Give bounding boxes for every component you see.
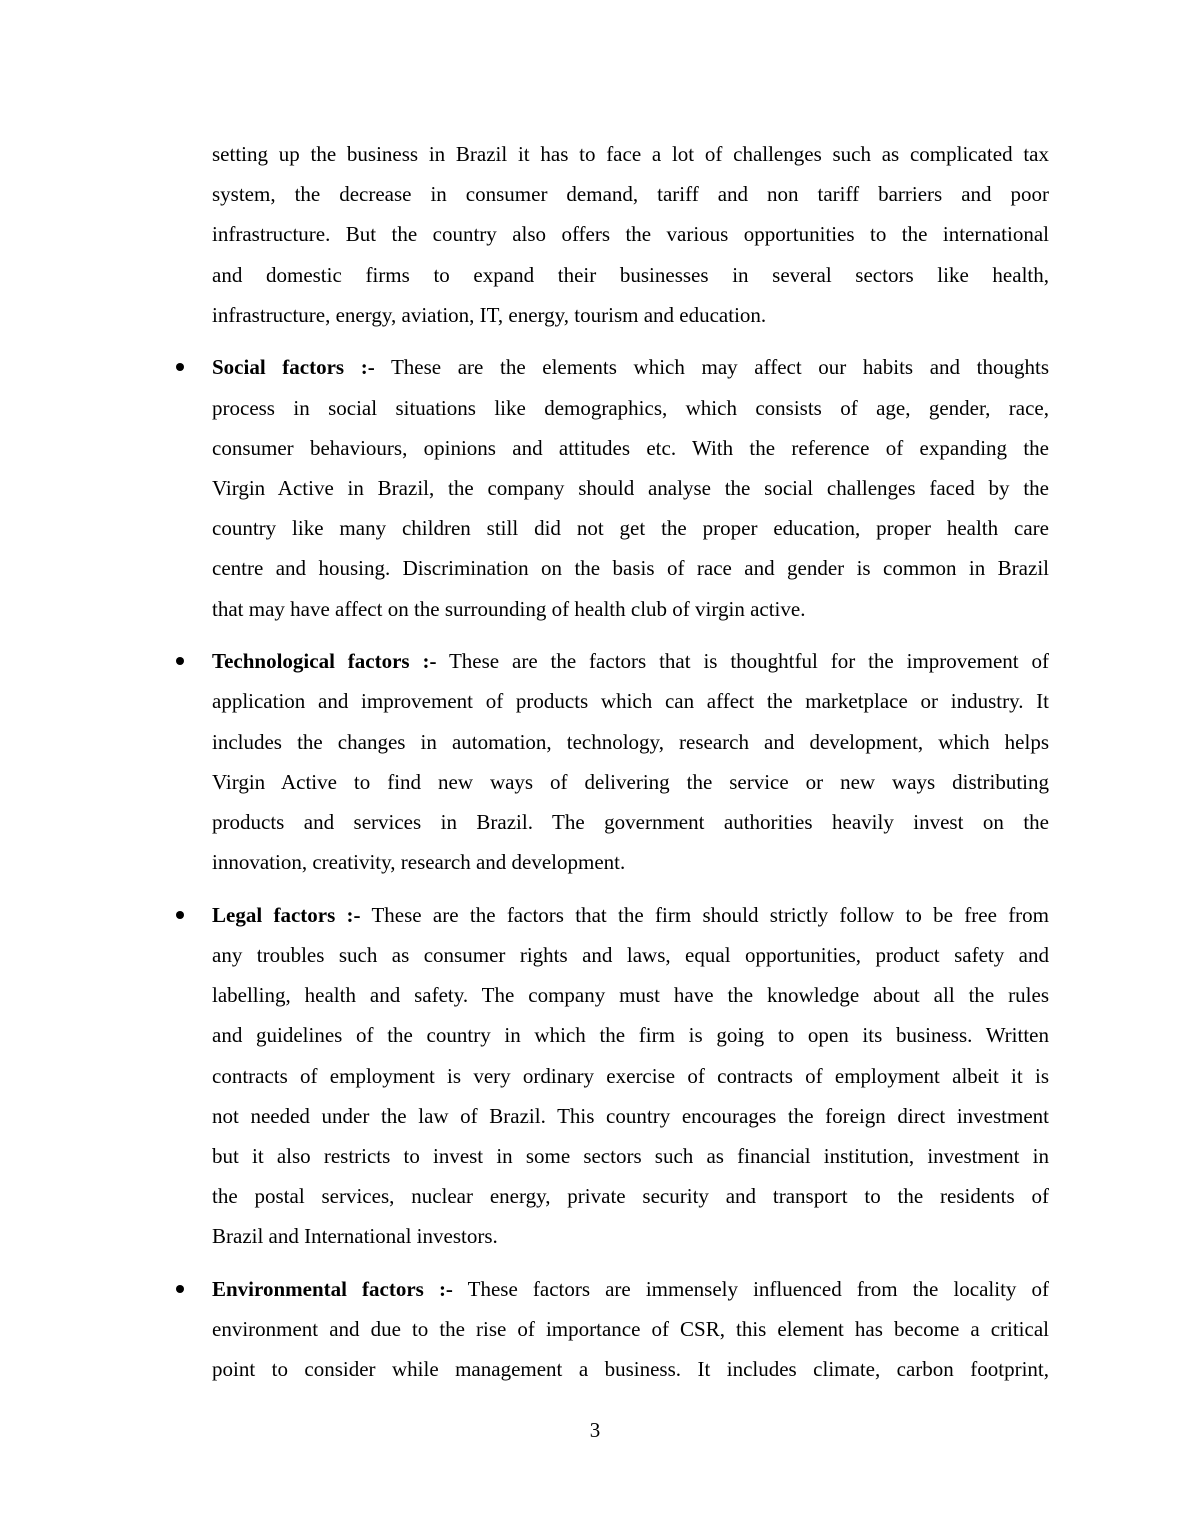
text-line <box>212 1136 1049 1176</box>
line-text: Virgin Active in Brazil, the company should analyse the social challenges faced by the <box>212 476 1049 500</box>
text-line <box>212 1015 1049 1055</box>
text-line <box>212 1216 1049 1256</box>
line-text: labelling, health and safety. The company must have the knowledge about all the rules <box>212 983 1049 1008</box>
text-line <box>212 508 1049 548</box>
line-text: consumer behaviours, opinions and attitudes etc. With the reference of expanding the <box>212 435 1049 460</box>
text-line <box>212 388 1049 428</box>
line-text: infrastructure. But the country also offers the various opportunities to the international <box>212 222 1049 247</box>
document-body <box>212 134 1049 1402</box>
intro-paragraph <box>212 134 1049 335</box>
line-text: point to consider while management a business. It includes climate, carbon footprint, <box>212 1357 1049 1382</box>
text-line <box>212 762 1049 802</box>
text-line <box>212 1096 1049 1136</box>
text-line <box>212 722 1049 762</box>
page-number: 3 <box>589 1418 601 1442</box>
text-line <box>212 295 1049 335</box>
line-text: but it also restricts to invest in some sectors such as financial institution, investment in <box>212 1144 1049 1168</box>
text-line <box>212 347 1049 387</box>
text-line <box>212 975 1049 1015</box>
line-text: infrastructure, energy, aviation, IT, energy, tourism and education. <box>212 302 767 327</box>
bullet-label: Environmental factors :- <box>212 1277 453 1302</box>
text-line <box>212 1056 1049 1096</box>
text-line <box>212 1269 1049 1309</box>
bullet-label: Social factors :- <box>212 355 375 380</box>
line-text: and guidelines of the country in which the firm is going to open its business. Written <box>212 1023 1049 1048</box>
text-line <box>212 548 1049 588</box>
line-text: and domestic firms to expand their businesses in several sectors like health, <box>212 262 1049 287</box>
bullet-icon <box>176 911 184 919</box>
line-text: Virgin Active to find new ways of delivering the service or new ways distributing <box>212 769 1049 794</box>
text-line <box>212 895 1049 935</box>
text-line <box>212 255 1049 295</box>
line-text: process in social situations like demographics, which consists of age, gender, race, <box>212 395 1049 420</box>
line-text: the postal services, nuclear energy, private security and transport to the residents of <box>212 1184 1049 1209</box>
bullet-item <box>212 641 1049 882</box>
line-text: system, the decrease in consumer demand, tariff and non tariff barriers and poor <box>212 182 1049 207</box>
line-text: Brazil and International investors. <box>212 1224 498 1249</box>
line-text: centre and housing. Discrimination on the basis of race and gender is common in Brazil <box>212 556 1049 581</box>
line-text: that may have affect on the surrounding of health club of virgin active. <box>212 596 806 621</box>
text-line <box>212 214 1049 254</box>
text-line <box>212 468 1049 508</box>
text-line <box>212 641 1049 681</box>
line-text: includes the changes in automation, technology, research and development, which helps <box>212 729 1049 754</box>
line-text: not needed under the law of Brazil. This country encourages the foreign direct investment <box>212 1103 1049 1128</box>
line-text: These are the factors that is thoughtful for the improvement of <box>436 649 1049 674</box>
line-text: any troubles such as consumer rights and laws, equal opportunities, product safety and <box>212 943 1049 968</box>
line-text: environment and due to the rise of importance of CSR, this element has become a critical <box>212 1317 1049 1342</box>
line-text: These are the elements which may affect our habits and thoughts <box>374 355 1049 380</box>
bullet-icon <box>176 363 184 371</box>
bullet-icon <box>176 657 184 665</box>
line-text: These factors are immensely influenced from the locality of <box>452 1277 1049 1302</box>
text-line <box>212 1176 1049 1216</box>
text-line <box>212 428 1049 468</box>
text-line <box>212 802 1049 842</box>
line-text: innovation, creativity, research and development. <box>212 850 626 875</box>
text-line <box>212 681 1049 721</box>
line-text: setting up the business in Brazil it has to face a lot of challenges such as complicated tax <box>212 142 1049 166</box>
line-text: products and services in Brazil. The government authorities heavily invest on the <box>212 810 1049 834</box>
bullet-item <box>212 1269 1049 1390</box>
text-line <box>212 842 1049 882</box>
line-text: These are the factors that the firm should strictly follow to be free from <box>360 902 1050 927</box>
text-line <box>212 589 1049 629</box>
text-line <box>212 134 1049 174</box>
bullet-item <box>212 895 1049 1257</box>
text-line <box>212 174 1049 214</box>
line-text: application and improvement of products which can affect the marketplace or industry. It <box>212 689 1049 714</box>
text-line <box>212 1349 1049 1389</box>
bullet-label: Legal factors :- <box>212 902 361 927</box>
line-text: contracts of employment is very ordinary exercise of contracts of employment albeit it is <box>212 1063 1049 1088</box>
bullet-item <box>212 347 1049 628</box>
bullet-label: Technological factors :- <box>212 649 437 674</box>
line-text: country like many children still did not get the proper education, proper health care <box>212 516 1049 541</box>
text-line <box>212 935 1049 975</box>
text-line <box>212 1309 1049 1349</box>
bullet-icon <box>176 1285 184 1293</box>
